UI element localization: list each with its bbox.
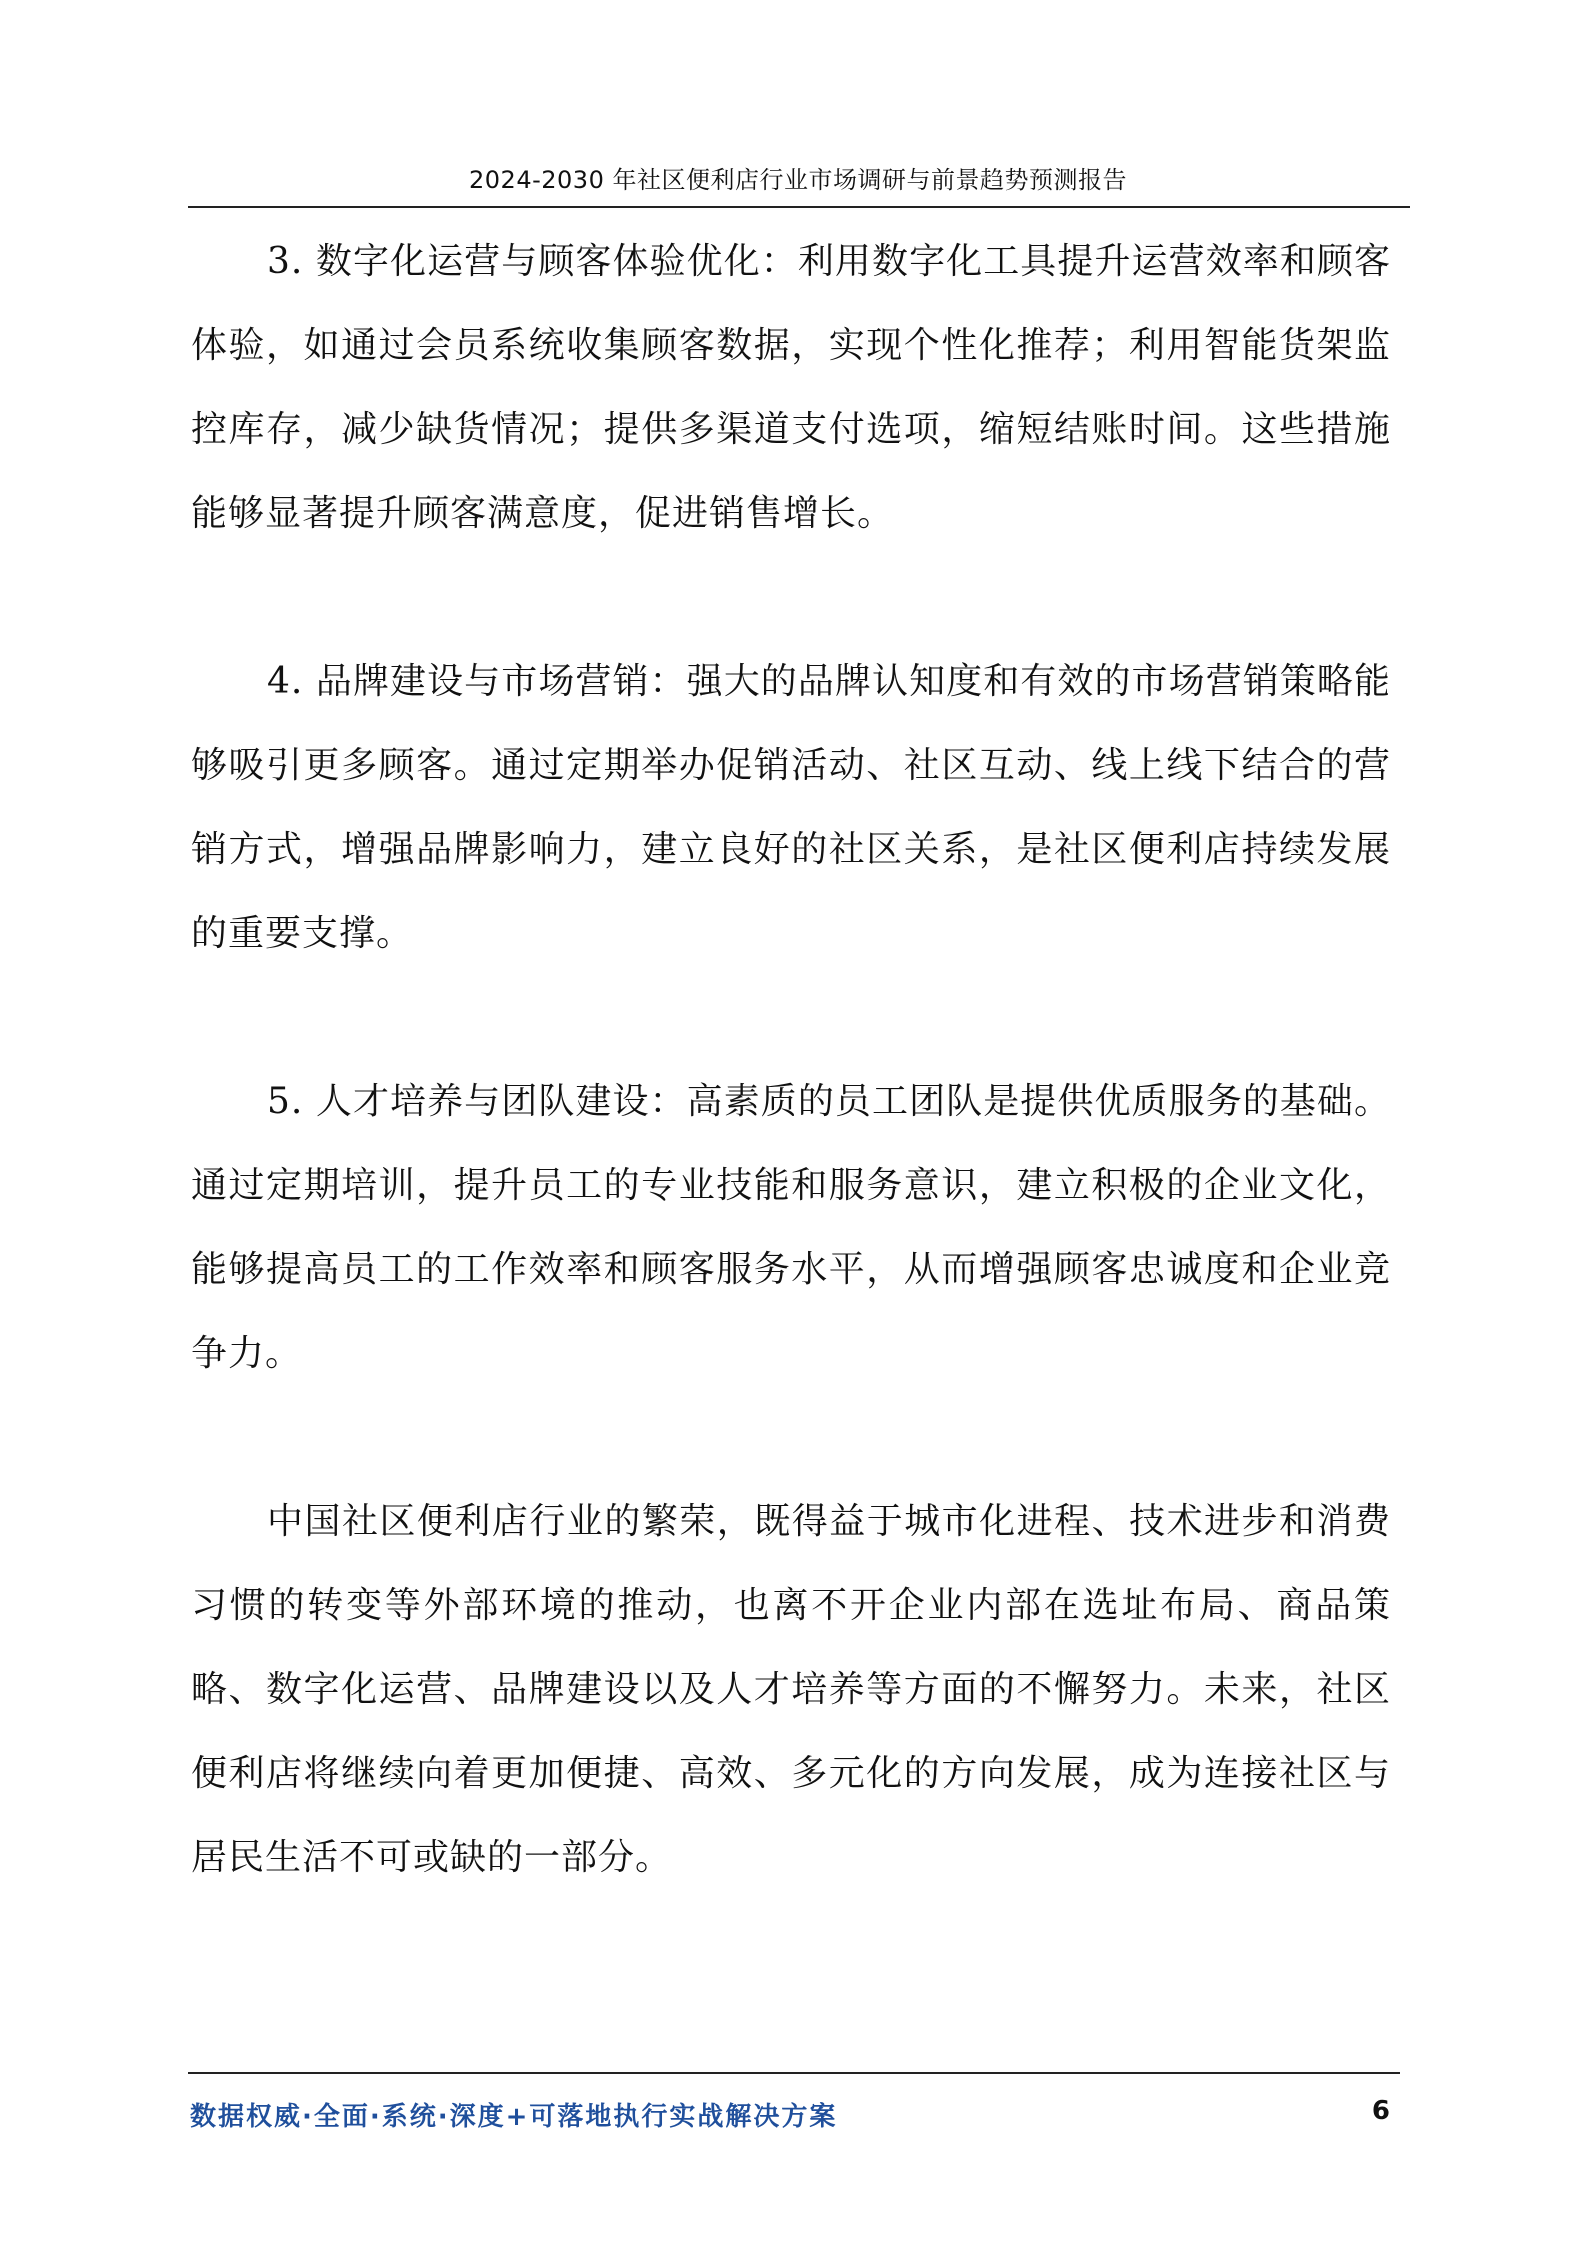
paragraph-digital-operations: 3. 数字化运营与顾客体验优化：利用数字化工具提升运营效率和顾客体验，如通过会员系统收集顾客数据，实现个性化推荐；利用智能货架监控库存，减少缺货情况；提供多渠道支付选项，缩短结账时间。这些措施能够显著提升顾客满意度，促进销售增长。 <box>191 241 1391 534</box>
footer-divider <box>188 2072 1400 2074</box>
paragraph-brand-marketing: 4. 品牌建设与市场营销：强大的品牌认知度和有效的市场营销策略能够吸引更多顾客。通过定期举办促销活动、社区互动、线上线下结合的营销方式，增强品牌影响力，建立良好的社区关系，是社区便利店持续发展的重要支撑。 <box>191 661 1391 954</box>
paragraph-talent-team: 5. 人才培养与团队建设：高素质的员工团队是提供优质服务的基础。通过定期培训，提升员工的专业技能和服务意识，建立积极的企业文化，能够提高员工的工作效率和顾客服务水平，从而增强顾客忠诚度和企业竞争力。 <box>191 1081 1391 1374</box>
header-divider <box>188 206 1410 208</box>
footer-slogan: 数据权威·全面·系统·深度+可落地执行实战解决方案 <box>190 2102 838 2132</box>
paragraph-conclusion: 中国社区便利店行业的繁荣，既得益于城市化进程、技术进步和消费习惯的转变等外部环境的推动，也离不开企业内部在选址布局、商品策略、数字化运营、品牌建设以及人才培养等方面的不懈努力。未来，社区便利店将继续向着更加便捷、高效、多元化的方向发展，成为连接社区与居民生活不可或缺的一部分。 <box>191 1501 1391 1878</box>
page-number: 6 <box>1371 2096 1390 2126</box>
report-title: 2024-2030 年社区便利店行业市场调研与前景趋势预测报告 <box>469 166 1127 194</box>
body-content <box>191 220 1391 1984</box>
